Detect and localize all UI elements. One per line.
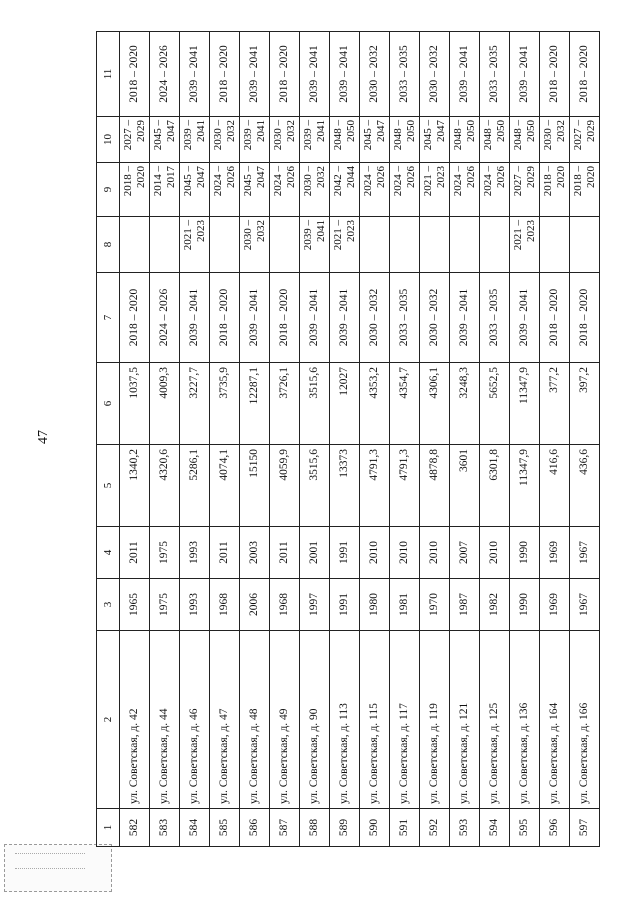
- period-b-cell: [540, 217, 570, 273]
- period-e-cell: 2024 – 2026: [150, 32, 180, 117]
- table-row: [450, 32, 480, 847]
- column-number-9: 9: [97, 163, 120, 217]
- period-b-cell: 2030 – 2032: [240, 217, 270, 273]
- table-row: [390, 32, 420, 847]
- row-number-cell: 582: [120, 809, 150, 847]
- page-number: 47: [36, 430, 51, 444]
- table-row: [330, 32, 360, 847]
- column-number-6: 6: [97, 363, 120, 445]
- address-cell: ул. Советская, д. 115: [360, 631, 390, 809]
- total-area-cell: 3515,6: [300, 445, 330, 527]
- year-built-cell: 2006: [240, 579, 270, 631]
- period-d-cell: 2030 – 2032: [540, 117, 570, 163]
- overhaul-year-cell: 1991: [330, 527, 360, 579]
- period-a-cell: 2033 – 2035: [390, 273, 420, 363]
- period-d-cell: 2039 – 2041: [240, 117, 270, 163]
- registration-stamp: [4, 844, 112, 892]
- period-c-cell: 2024 – 2026: [360, 163, 390, 217]
- living-area-cell: 3735,9: [210, 363, 240, 445]
- year-built-cell: 1970: [420, 579, 450, 631]
- row-number-cell: 592: [420, 809, 450, 847]
- total-area-cell: 416,6: [540, 445, 570, 527]
- period-b-cell: [390, 217, 420, 273]
- row-number-cell: 583: [150, 809, 180, 847]
- total-area-cell: 13373: [330, 445, 360, 527]
- total-area-cell: 3601: [450, 445, 480, 527]
- address-cell: ул. Советская, д. 164: [540, 631, 570, 809]
- period-e-cell: 2018 – 2020: [570, 32, 600, 117]
- period-b-cell: 2021 – 2023: [330, 217, 360, 273]
- period-b-cell: [210, 217, 240, 273]
- table-row: [270, 32, 300, 847]
- table-row: [120, 32, 150, 847]
- year-built-cell: 1987: [450, 579, 480, 631]
- table-row: [540, 32, 570, 847]
- period-b-cell: [480, 217, 510, 273]
- year-built-cell: 1981: [390, 579, 420, 631]
- row-number-cell: 590: [360, 809, 390, 847]
- overhaul-year-cell: 2007: [450, 527, 480, 579]
- period-d-cell: 2027 – 2029: [120, 117, 150, 163]
- period-c-cell: 2045 – 2047: [180, 163, 210, 217]
- column-number-3: 3: [97, 579, 120, 631]
- year-built-cell: 1991: [330, 579, 360, 631]
- total-area-cell: 5286,1: [180, 445, 210, 527]
- period-c-cell: 2024 – 2026: [390, 163, 420, 217]
- period-b-cell: 2021 – 2023: [180, 217, 210, 273]
- address-cell: ул. Советская, д. 42: [120, 631, 150, 809]
- period-d-cell: 2045 – 2047: [360, 117, 390, 163]
- period-b-cell: [150, 217, 180, 273]
- table-row: [510, 32, 540, 847]
- period-d-cell: 2045 – 2047: [150, 117, 180, 163]
- period-d-cell: 2045 – 2047: [420, 117, 450, 163]
- period-e-cell: 2039 – 2041: [510, 32, 540, 117]
- period-c-cell: 2030 – 2032: [300, 163, 330, 217]
- overhaul-year-cell: 1993: [180, 527, 210, 579]
- row-number-cell: 589: [330, 809, 360, 847]
- year-built-cell: 1990: [510, 579, 540, 631]
- address-cell: ул. Советская, д. 136: [510, 631, 540, 809]
- period-a-cell: 2024 – 2026: [150, 273, 180, 363]
- address-cell: ул. Советская, д. 121: [450, 631, 480, 809]
- period-d-cell: 2030 – 2032: [210, 117, 240, 163]
- period-c-cell: 2018 – 2020: [120, 163, 150, 217]
- period-e-cell: 2030 – 2032: [360, 32, 390, 117]
- address-cell: ул. Советская, д. 48: [240, 631, 270, 809]
- address-cell: ул. Советская, д. 119: [420, 631, 450, 809]
- period-c-cell: 2027 – 2029: [510, 163, 540, 217]
- living-area-cell: 5652,5: [480, 363, 510, 445]
- period-a-cell: 2030 – 2032: [360, 273, 390, 363]
- total-area-cell: 11347,9: [510, 445, 540, 527]
- year-built-cell: 1993: [180, 579, 210, 631]
- period-b-cell: [570, 217, 600, 273]
- table-row: [480, 32, 510, 847]
- year-built-cell: 1969: [540, 579, 570, 631]
- row-number-cell: 591: [390, 809, 420, 847]
- year-built-cell: 1997: [300, 579, 330, 631]
- period-a-cell: 2030 – 2032: [420, 273, 450, 363]
- period-d-cell: 2048 – 2050: [450, 117, 480, 163]
- total-area-cell: 1340,2: [120, 445, 150, 527]
- total-area-cell: 15150: [240, 445, 270, 527]
- row-number-cell: 597: [570, 809, 600, 847]
- period-a-cell: 2018 – 2020: [270, 273, 300, 363]
- row-number-cell: 593: [450, 809, 480, 847]
- period-c-cell: 2021 – 2023: [420, 163, 450, 217]
- period-d-cell: 2039 – 2041: [180, 117, 210, 163]
- overhaul-year-cell: 2011: [120, 527, 150, 579]
- living-area-cell: 3248,3: [450, 363, 480, 445]
- table-row: [570, 32, 600, 847]
- overhaul-year-cell: 1975: [150, 527, 180, 579]
- row-number-cell: 594: [480, 809, 510, 847]
- year-built-cell: 1967: [570, 579, 600, 631]
- year-built-cell: 1968: [270, 579, 300, 631]
- total-area-cell: 4791,3: [360, 445, 390, 527]
- overhaul-year-cell: 1967: [570, 527, 600, 579]
- overhaul-year-cell: 2010: [390, 527, 420, 579]
- period-a-cell: 2018 – 2020: [540, 273, 570, 363]
- living-area-cell: 3515,6: [300, 363, 330, 445]
- total-area-cell: 436,6: [570, 445, 600, 527]
- address-cell: ул. Советская, д. 117: [390, 631, 420, 809]
- period-e-cell: 2033 – 2035: [390, 32, 420, 117]
- address-cell: ул. Советская, д. 46: [180, 631, 210, 809]
- table-row: [420, 32, 450, 847]
- address-cell: ул. Советская, д. 44: [150, 631, 180, 809]
- period-a-cell: 2039 – 2041: [300, 273, 330, 363]
- living-area-cell: 4353,2: [360, 363, 390, 445]
- period-e-cell: 2039 – 2041: [330, 32, 360, 117]
- period-c-cell: 2042 – 2044: [330, 163, 360, 217]
- total-area-cell: 4320,6: [150, 445, 180, 527]
- period-e-cell: 2018 – 2020: [210, 32, 240, 117]
- table-body: [120, 32, 600, 847]
- table-row: [360, 32, 390, 847]
- table-row: [210, 32, 240, 847]
- total-area-cell: 4878,8: [420, 445, 450, 527]
- period-e-cell: 2018 – 2020: [270, 32, 300, 117]
- period-b-cell: [450, 217, 480, 273]
- period-a-cell: 2039 – 2041: [450, 273, 480, 363]
- period-d-cell: 2048 – 2050: [480, 117, 510, 163]
- year-built-cell: 1980: [360, 579, 390, 631]
- column-number-2: 2: [97, 631, 120, 809]
- total-area-cell: 4059,9: [270, 445, 300, 527]
- column-number-5: 5: [97, 445, 120, 527]
- column-number-8: 8: [97, 217, 120, 273]
- overhaul-year-cell: 1990: [510, 527, 540, 579]
- living-area-cell: 4306,1: [420, 363, 450, 445]
- period-d-cell: 2048 – 2050: [390, 117, 420, 163]
- row-number-cell: 596: [540, 809, 570, 847]
- period-d-cell: 2030 – 2032: [270, 117, 300, 163]
- living-area-cell: 3227,7: [180, 363, 210, 445]
- period-c-cell: 2018 – 2020: [540, 163, 570, 217]
- column-number-10: 10: [97, 117, 120, 163]
- table-row: [180, 32, 210, 847]
- address-cell: ул. Советская, д. 113: [330, 631, 360, 809]
- year-built-cell: 1975: [150, 579, 180, 631]
- period-c-cell: 2024 – 2026: [480, 163, 510, 217]
- period-a-cell: 2039 – 2041: [330, 273, 360, 363]
- living-area-cell: 11347,9: [510, 363, 540, 445]
- period-e-cell: 2018 – 2020: [540, 32, 570, 117]
- period-a-cell: 2039 – 2041: [510, 273, 540, 363]
- period-c-cell: 2024 – 2026: [210, 163, 240, 217]
- overhaul-year-cell: 2011: [270, 527, 300, 579]
- period-a-cell: 2018 – 2020: [210, 273, 240, 363]
- period-a-cell: 2033 – 2035: [480, 273, 510, 363]
- period-c-cell: 2018 – 2020: [570, 163, 600, 217]
- living-area-cell: 12027: [330, 363, 360, 445]
- column-number-4: 4: [97, 527, 120, 579]
- period-e-cell: 2039 – 2041: [450, 32, 480, 117]
- period-b-cell: 2039 – 2041: [300, 217, 330, 273]
- overhaul-year-cell: 1969: [540, 527, 570, 579]
- period-c-cell: 2045 – 2047: [240, 163, 270, 217]
- year-built-cell: 1965: [120, 579, 150, 631]
- column-number-7: 7: [97, 273, 120, 363]
- total-area-cell: 6301,8: [480, 445, 510, 527]
- total-area-cell: 4791,3: [390, 445, 420, 527]
- row-number-cell: 588: [300, 809, 330, 847]
- table-row: [300, 32, 330, 847]
- column-number-1: 1: [97, 809, 120, 847]
- period-c-cell: 2024 – 2026: [270, 163, 300, 217]
- period-b-cell: [360, 217, 390, 273]
- living-area-cell: 397,2: [570, 363, 600, 445]
- column-number-11: 11: [97, 32, 120, 117]
- period-d-cell: 2039 – 2041: [300, 117, 330, 163]
- address-cell: ул. Советская, д. 125: [480, 631, 510, 809]
- overhaul-year-cell: 2010: [360, 527, 390, 579]
- table-row: [150, 32, 180, 847]
- overhaul-year-cell: 2003: [240, 527, 270, 579]
- overhaul-year-cell: 2010: [420, 527, 450, 579]
- period-a-cell: 2018 – 2020: [570, 273, 600, 363]
- period-d-cell: 2027 – 2029: [570, 117, 600, 163]
- period-c-cell: 2024 – 2026: [450, 163, 480, 217]
- period-d-cell: 2048 – 2050: [330, 117, 360, 163]
- period-b-cell: [420, 217, 450, 273]
- overhaul-year-cell: 2010: [480, 527, 510, 579]
- row-number-cell: 584: [180, 809, 210, 847]
- living-area-cell: 377,2: [540, 363, 570, 445]
- address-cell: ул. Советская, д. 166: [570, 631, 600, 809]
- living-area-cell: 4354,7: [390, 363, 420, 445]
- period-b-cell: [120, 217, 150, 273]
- row-number-cell: 595: [510, 809, 540, 847]
- period-e-cell: 2039 – 2041: [180, 32, 210, 117]
- total-area-cell: 4074,1: [210, 445, 240, 527]
- living-area-cell: 3726,1: [270, 363, 300, 445]
- table-row: [240, 32, 270, 847]
- table-container: [96, 32, 597, 847]
- period-d-cell: 2048 – 2050: [510, 117, 540, 163]
- period-e-cell: 2039 – 2041: [240, 32, 270, 117]
- address-cell: ул. Советская, д. 90: [300, 631, 330, 809]
- row-number-cell: 587: [270, 809, 300, 847]
- address-cell: ул. Советская, д. 47: [210, 631, 240, 809]
- period-c-cell: 2014 – 2017: [150, 163, 180, 217]
- row-number-cell: 585: [210, 809, 240, 847]
- row-number-cell: 586: [240, 809, 270, 847]
- living-area-cell: 4009,3: [150, 363, 180, 445]
- overhaul-year-cell: 2011: [210, 527, 240, 579]
- period-e-cell: 2030 – 2032: [420, 32, 450, 117]
- year-built-cell: 1968: [210, 579, 240, 631]
- period-b-cell: 2021 – 2023: [510, 217, 540, 273]
- living-area-cell: 1037,5: [120, 363, 150, 445]
- living-area-cell: 12287,1: [240, 363, 270, 445]
- column-number-row: [97, 32, 120, 847]
- period-b-cell: [270, 217, 300, 273]
- address-cell: ул. Советская, д. 49: [270, 631, 300, 809]
- repair-schedule-table: [96, 31, 600, 847]
- period-e-cell: 2018 – 2020: [120, 32, 150, 117]
- period-a-cell: 2018 – 2020: [120, 273, 150, 363]
- overhaul-year-cell: 2001: [300, 527, 330, 579]
- period-e-cell: 2033 – 2035: [480, 32, 510, 117]
- year-built-cell: 1982: [480, 579, 510, 631]
- period-e-cell: 2039 – 2041: [300, 32, 330, 117]
- period-a-cell: 2039 – 2041: [240, 273, 270, 363]
- period-a-cell: 2039 – 2041: [180, 273, 210, 363]
